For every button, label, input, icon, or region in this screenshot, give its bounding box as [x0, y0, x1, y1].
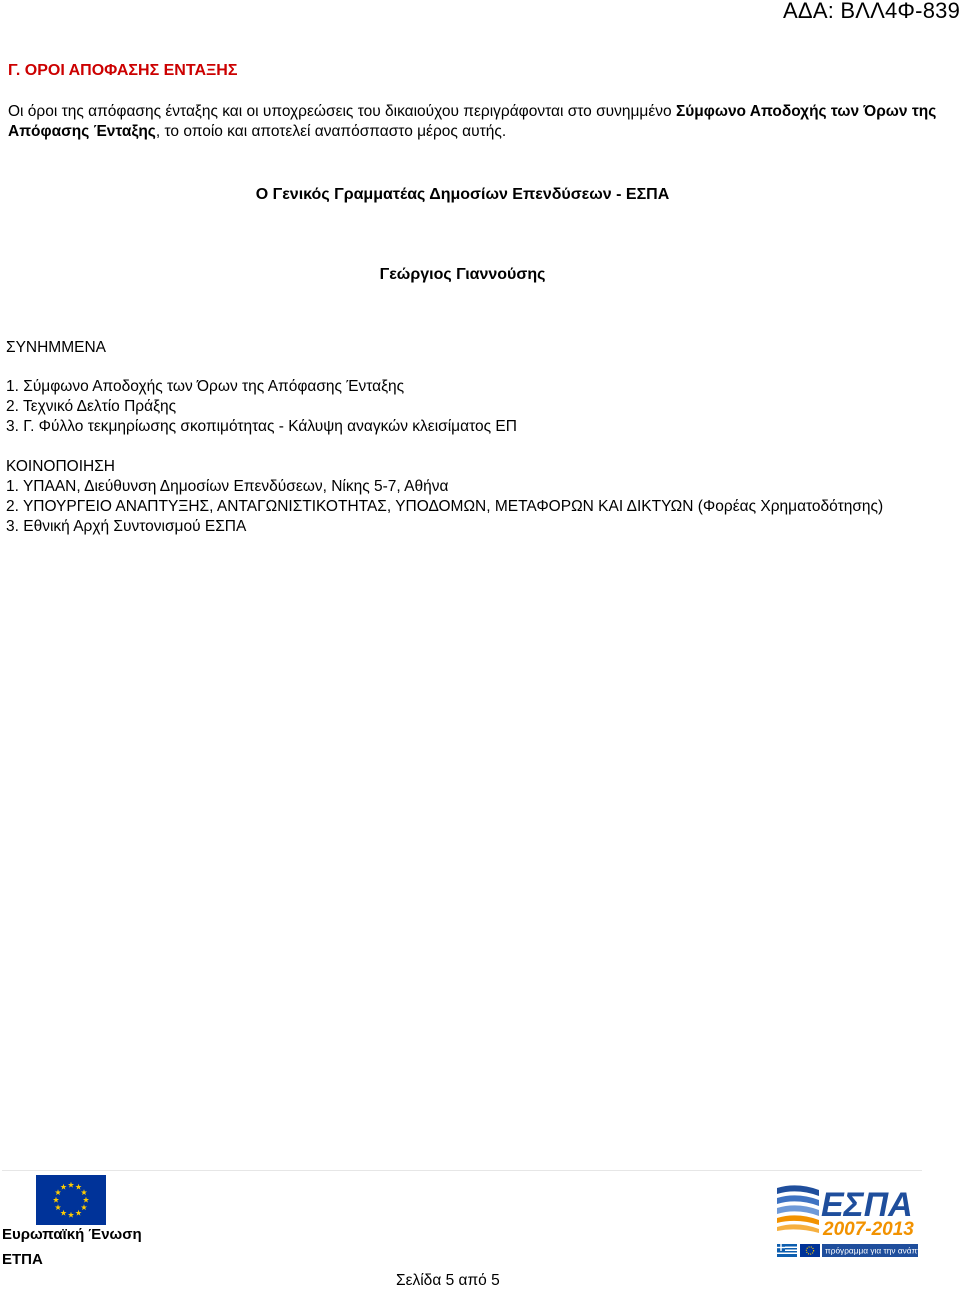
section-intro [8, 102, 938, 142]
attachments-heading: ΣΥΝΗΜΜΕΝΑ [6, 339, 107, 356]
page-number: Σελίδα 5 από 5 [396, 1272, 500, 1289]
ada-code: ΑΔΑ: ΒΛΛ4Φ-839 [783, 0, 960, 23]
eu-small-flag-icon [800, 1244, 820, 1257]
espa-waves-icon [777, 1185, 819, 1233]
list-item: 3. Εθνική Αρχή Συντονισμού ΕΣΠΑ [6, 518, 247, 535]
espa-years: 2007-2013 [823, 1219, 914, 1240]
intro-text-1: Οι όροι της απόφασης ένταξης και οι υποχρεώσεις του δικαιούχου περιγράφονται στο συνημμένο [8, 103, 676, 120]
list-item: 3. Γ. Φύλλο τεκμηρίωσης σκοπιμότητας - Κάλυψη αναγκών κλεισίματος ΕΠ [6, 418, 517, 435]
intro-text-2: , το οποίο και αποτελεί αναπόσπαστο μέρος αυτής. [155, 123, 507, 140]
list-item: 1. ΥΠΑΑΝ, Διεύθυνση Δημοσίων Επενδύσεων, Νίκης 5-7, Αθήνα [6, 478, 449, 495]
section-title: Γ. ΟΡΟΙ ΑΠΟΦΑΣΗΣ ΕΝΤΑΞΗΣ [8, 62, 238, 79]
notification-block [6, 457, 946, 537]
signatory-name: Γεώργιος Γιαννούσης [379, 266, 546, 283]
intro-bold-reference: Σύμφωνο Αποδοχής των Όρων της Απόφασης Ένταξης [8, 103, 937, 140]
notification-heading: ΚΟΙΝΟΠΟΙΗΣΗ [6, 458, 115, 475]
espa-logo [775, 1182, 934, 1260]
espa-tagline: πρόγραμμα για την ανάπτυξη [825, 1245, 934, 1256]
footer-divider [2, 1170, 922, 1171]
greek-flag-icon [777, 1244, 797, 1257]
list-item: 2. Τεχνικό Δελτίο Πράξης [6, 398, 177, 415]
attachments-list [6, 377, 517, 437]
list-item: 2. ΥΠΟΥΡΓΕΙΟ ΑΝΑΠΤΥΞΗΣ, ΑΝΤΑΓΩΝΙΣΤΙΚΟΤΗΤΑΣ, ΥΠΟΔΟΜΩΝ, ΜΕΤΑΦΟΡΩΝ ΚΑΙ ΔΙΚΤΥΩΝ (Φορέας Χρηματοδότησης) [6, 498, 884, 515]
eu-label: Ευρωπαϊκή Ένωση [2, 1226, 142, 1243]
list-item: 1. Σύμφωνο Αποδοχής των Όρων της Απόφασης Ένταξης [6, 378, 405, 395]
eu-flag-icon [36, 1175, 106, 1225]
signatory-title: Ο Γενικός Γραμματέας Δημοσίων Επενδύσεων - ΕΣΠΑ [255, 186, 670, 203]
espa-wordmark: ΕΣΠΑ [821, 1186, 913, 1224]
etpa-label: ΕΤΠΑ [2, 1251, 43, 1268]
